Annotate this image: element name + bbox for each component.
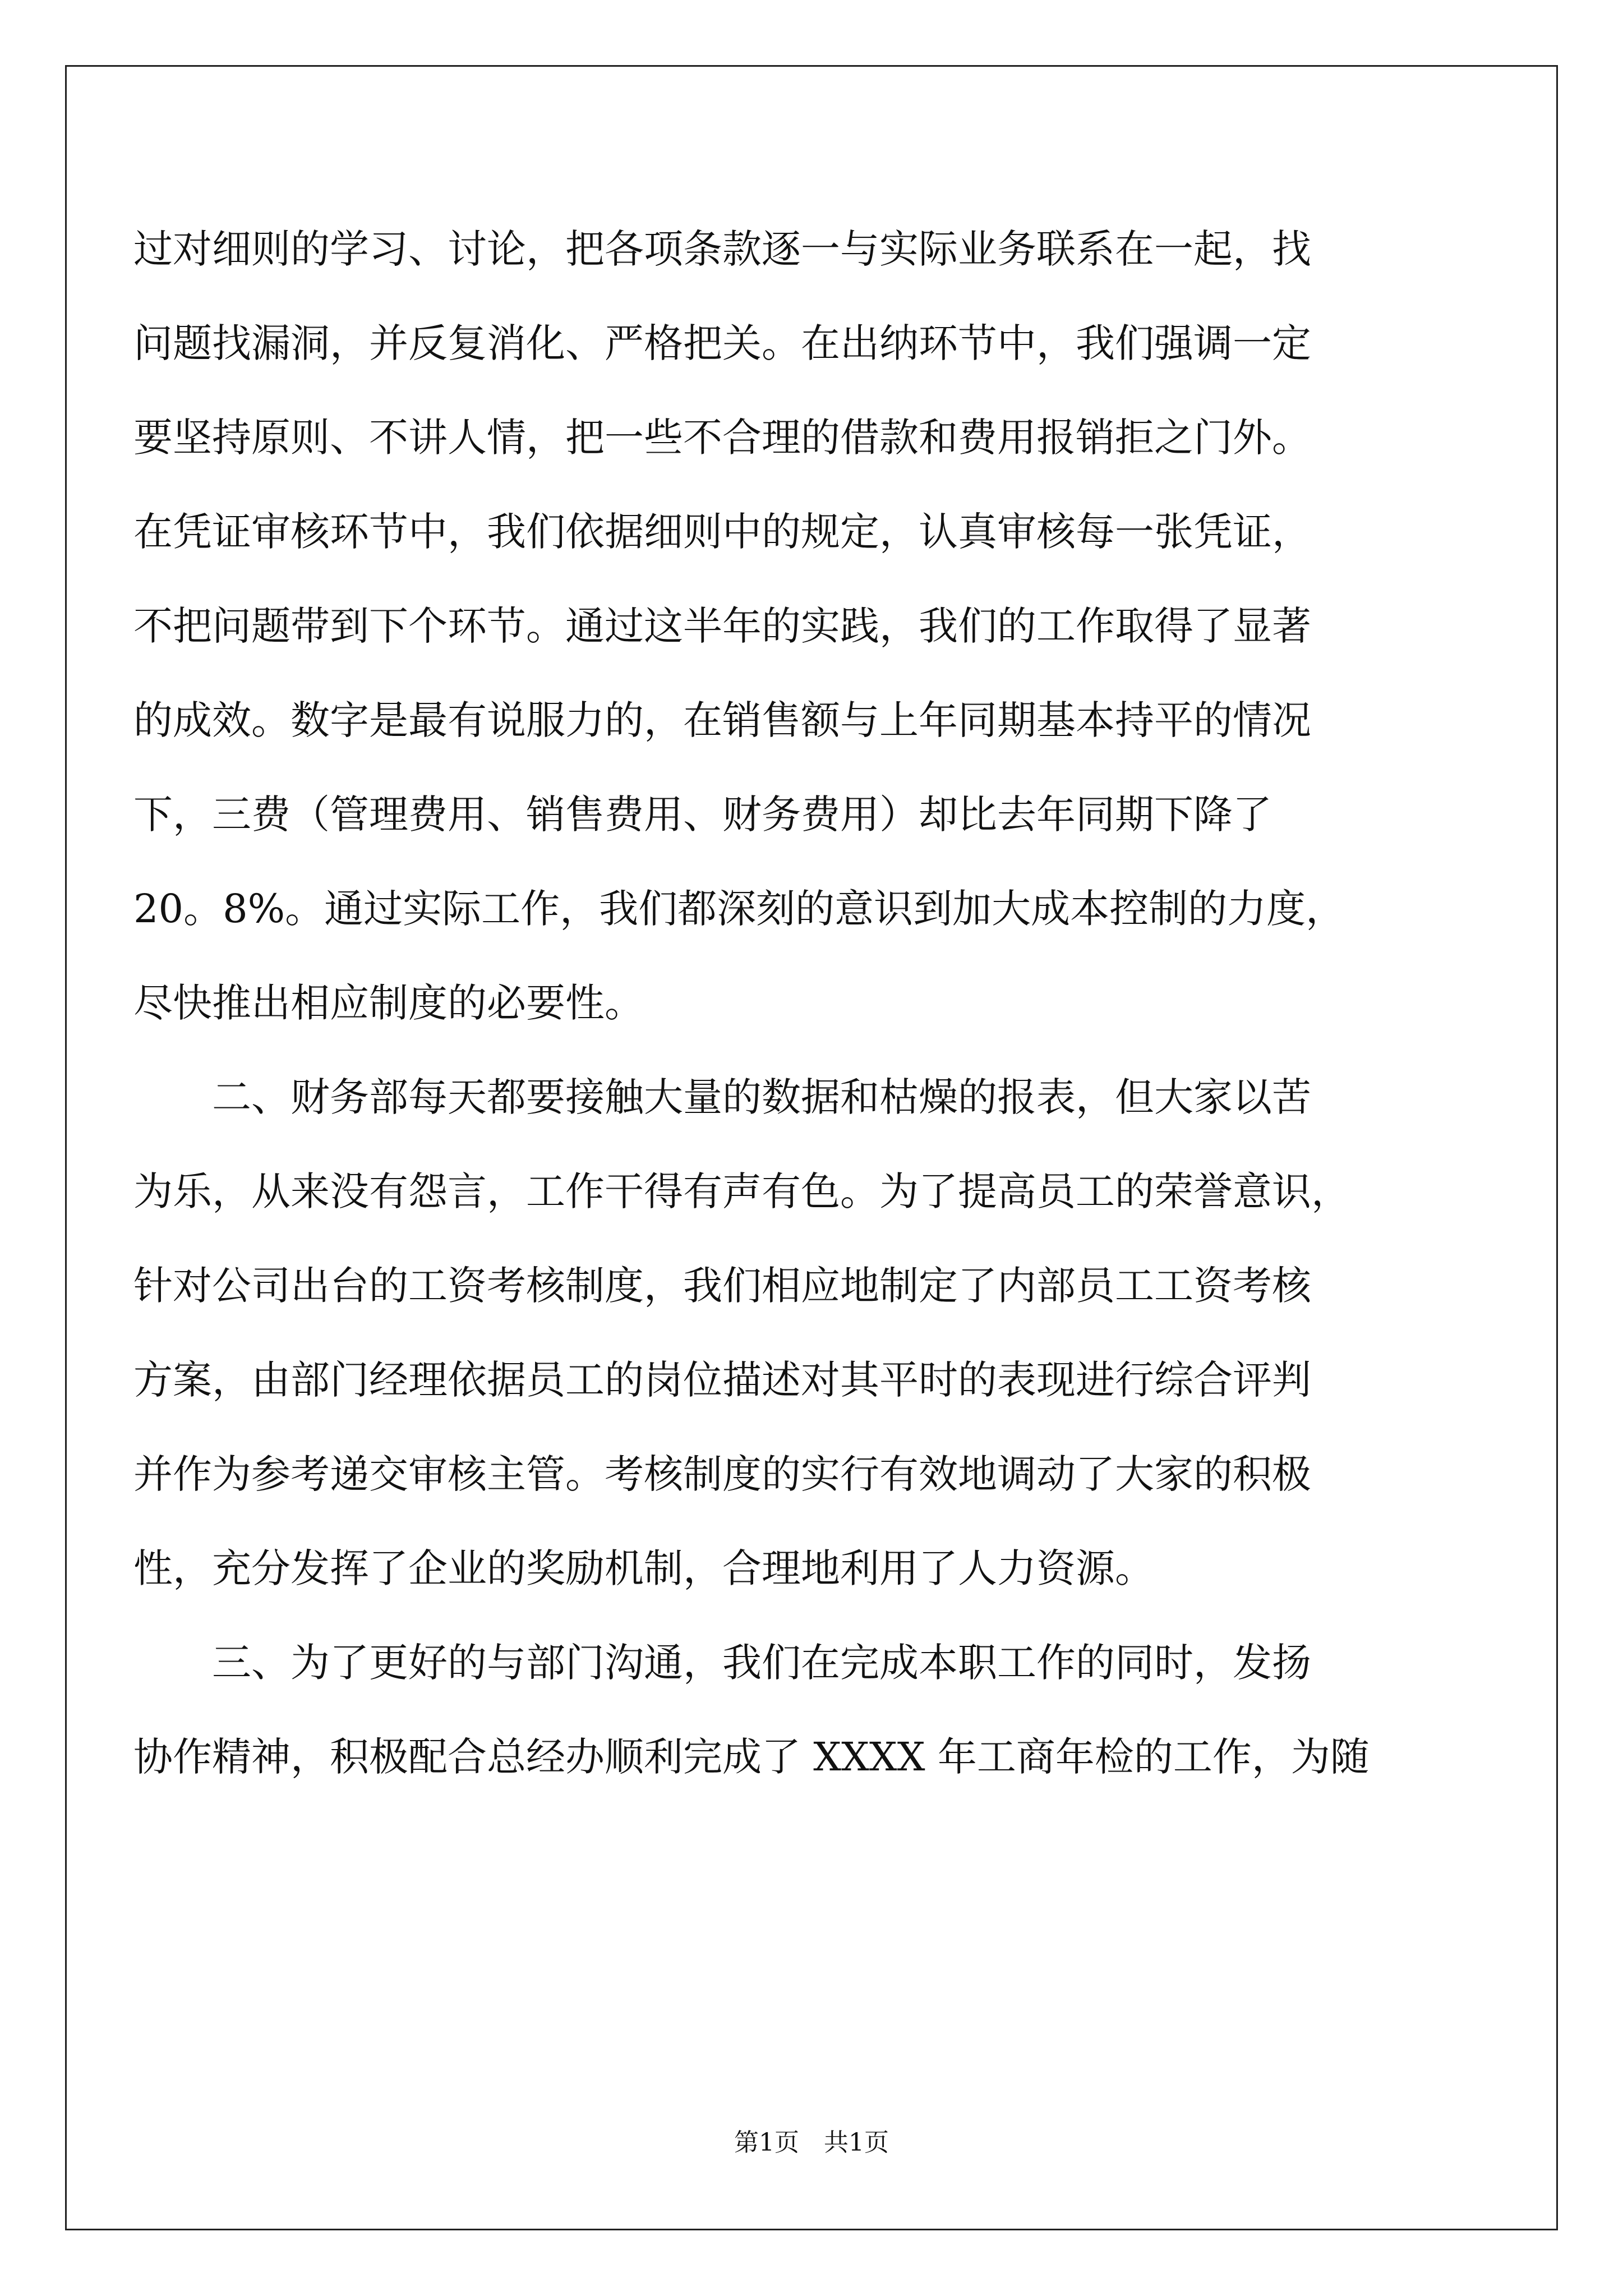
text-line: 二、财务部每天都要接触大量的数据和枯燥的报表，但大家以苦 [133,1074,1311,1120]
text-line: 要坚持原则、不讲人情，把一些不合理的借款和费用报销拒之门外。 [133,415,1311,461]
text-line: 的成效。数字是最有说服力的，在销售额与上年同期基本持平的情况 [133,697,1311,743]
document-body [133,202,1429,1804]
text-line: 针对公司出台的工资考核制度，我们相应地制定了内部员工工资考核 [133,1263,1311,1309]
text-line: 性，充分发挥了企业的奖励机制，合理地利用了人力资源。 [133,1545,1154,1591]
text-line: 过对细则的学习、讨论，把各项条款逐一与实际业务联系在一起，找 [133,226,1311,272]
text-line: 为乐，从来没有怨言，工作干得有声有色。为了提高员工的荣誉意识， [133,1168,1350,1214]
text-line: 协作精神，积极配合总经办顺利完成了 XXXX 年工商年检的工作，为随 [133,1734,1370,1780]
text-line: 20。8%。通过实际工作，我们都深刻的意识到加大成本控制的力度， [133,886,1345,932]
text-line: 尽快推出相应制度的必要性。 [133,980,644,1026]
text-line: 下，三费（管理费用、销售费用、财务费用）却比去年同期下降了 [133,792,1272,838]
text-line: 并作为参考递交审核主管。考核制度的实行有效地调动了大家的积极 [133,1451,1311,1497]
text-line: 三、为了更好的与部门沟通，我们在完成本职工作的同时，发扬 [133,1640,1311,1686]
page-number-footer: 第1页 共1页 [734,2128,889,2157]
text-line: 方案，由部门经理依据员工的岗位描述对其平时的表现进行综合评判 [133,1357,1311,1403]
text-line: 不把问题带到下个环节。通过这半年的实践，我们的工作取得了显著 [133,603,1311,649]
text-line: 问题找漏洞，并反复消化、严格把关。在出纳环节中，我们强调一定 [133,320,1311,366]
text-line: 在凭证审核环节中，我们依据细则中的规定，认真审核每一张凭证， [133,509,1311,555]
